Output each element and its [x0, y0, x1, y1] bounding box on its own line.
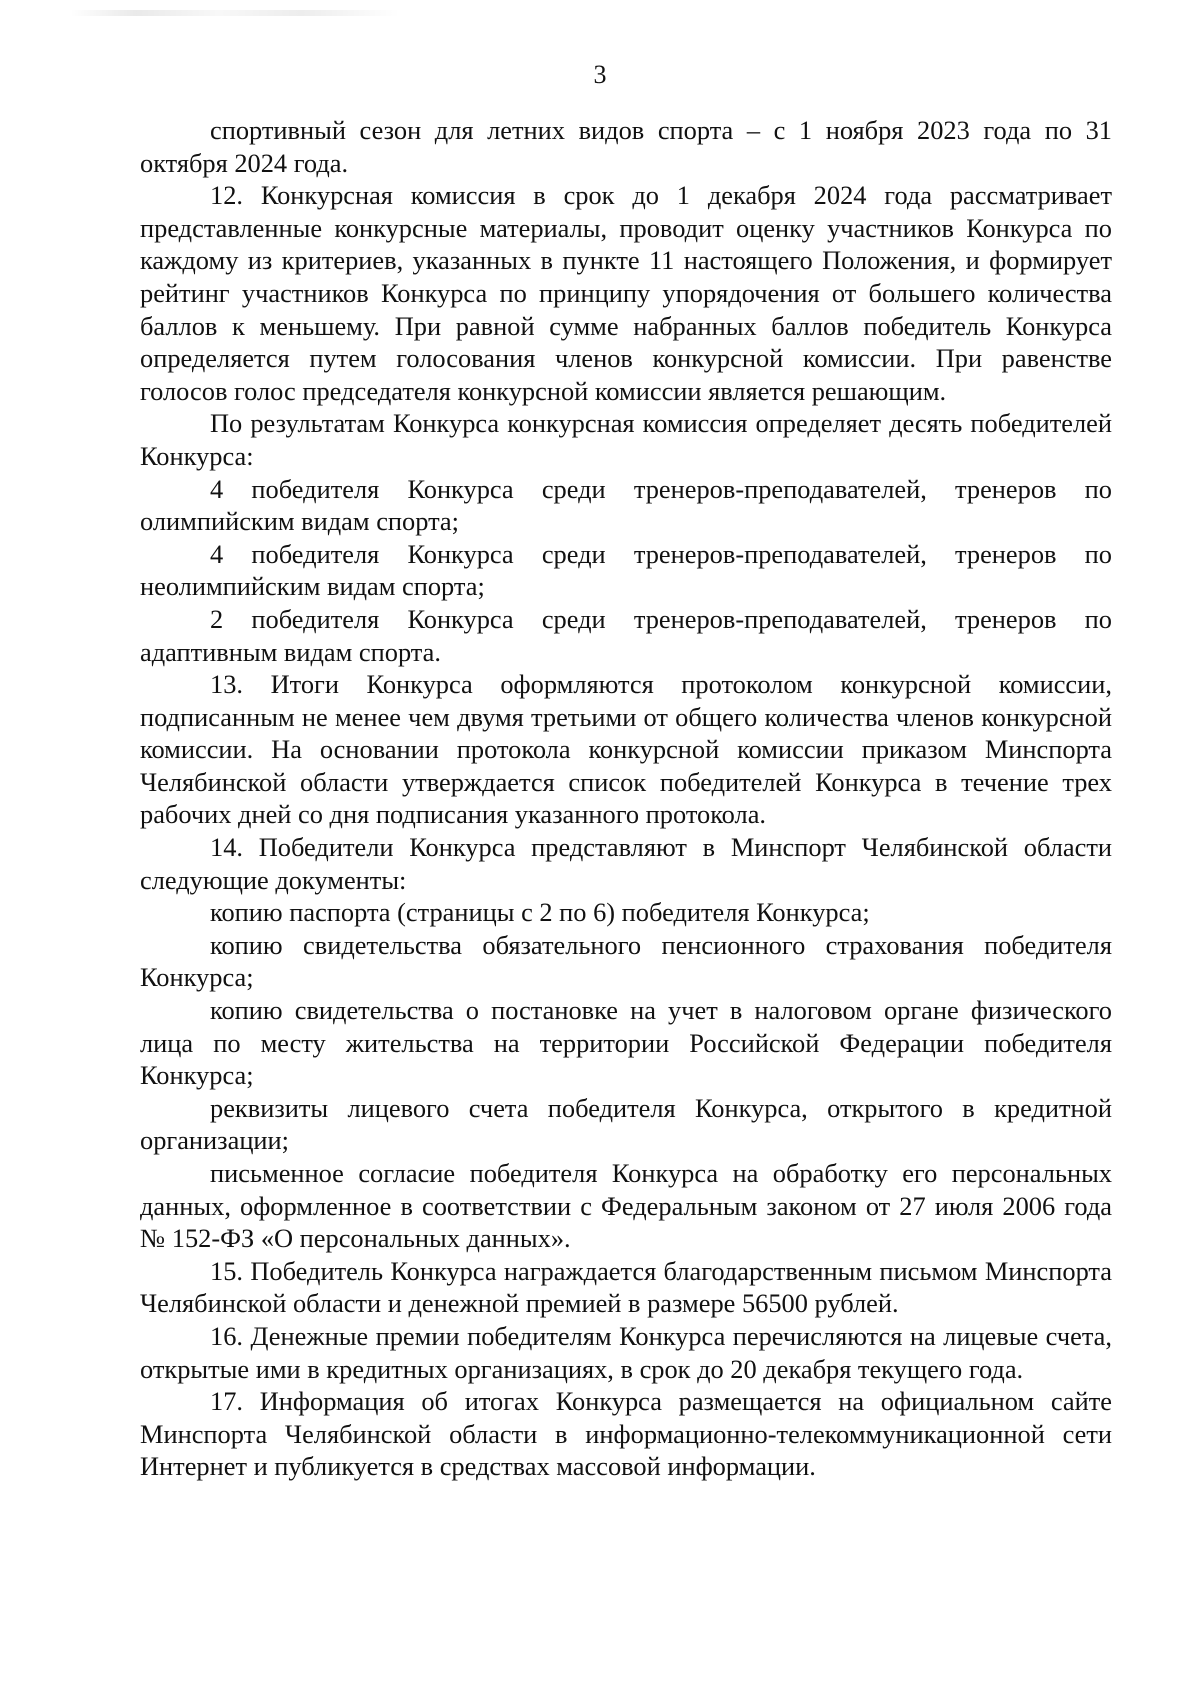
paragraph-16: 16. Денежные премии победителям Конкурса перечисляются на лицевые счета, открытые ими в кредитных организациях, в срок до 20 декабря текущего года. — [140, 1320, 1112, 1384]
page-number: 3 — [593, 60, 607, 89]
list-item-non-olympic: 4 победителя Конкурса среди тренеров-преподавателей, тренеров по неолимпийским видам спорта; — [140, 538, 1112, 602]
list-item-passport: копию паспорта (страницы с 2 по 6) победителя Конкурса; — [210, 897, 870, 928]
list-item-adaptive: 2 победителя Конкурса среди тренеров-преподавателей, тренеров по адаптивным видам спорта. — [140, 603, 1112, 667]
paragraph-results-intro: По результатам Конкурса конкурсная комиссия определяет десять победителей Конкурса: — [140, 408, 1112, 471]
paragraph-13: 13. Итоги Конкурса оформляются протоколом конкурсной комиссии, подписанным не менее чем двумя третьими от общего количества членов конкурсной комиссии. На основании протокола конкурсной комиссии приказом Минспорта Челябинской области утверждается список победителей Конкурса в течение трех рабочих дней со дня подписания указанного протокола. — [140, 669, 1112, 830]
scan-artifact — [70, 10, 400, 16]
list-item-consent: письменное согласие победителя Конкурса на обработку его персональных данных, оформленное в соответствии с Федеральным законом от 27 июля 2006 года № 152-ФЗ «О персональных данных». — [140, 1158, 1112, 1254]
list-item-tax: копию свидетельства о постановке на учет в налоговом органе физического лица по месту жительства на территории Российской Федерации победителя Конкурса; — [140, 995, 1112, 1091]
paragraph-15: 15. Победитель Конкурса награждается благодарственным письмом Минспорта Челябинской области и денежной премией в размере 56500 рублей. — [140, 1255, 1112, 1319]
document-body — [140, 114, 1112, 1483]
paragraph-14: 14. Победители Конкурса представляют в Минспорт Челябинской области следующие документы: — [140, 832, 1112, 895]
list-item-pension: копию свидетельства обязательного пенсионного страхования победителя Конкурса; — [140, 929, 1112, 993]
paragraph-12: 12. Конкурсная комиссия в срок до 1 декабря 2024 года рассматривает представленные конкурсные материалы, проводит оценку участников Конкурса по каждому из критериев, указанных в пункте 11 настоящего Положения, и формирует рейтинг участников Конкурса по принципу упорядочения от большего количества баллов к меньшему. При равной сумме набранных баллов победитель Конкурса определяется путем голосования членов конкурсной комиссии. При равенстве голосов голос председателя конкурсной комиссии является решающим. — [140, 180, 1112, 406]
paragraph-season-continuation: спортивный сезон для летних видов спорта – с 1 ноября 2023 года по 31 октября 2024 года. — [140, 115, 1112, 178]
list-item-olympic: 4 победителя Конкурса среди тренеров-преподавателей, тренеров по олимпийским видам спорта; — [140, 473, 1112, 537]
paragraph-17: 17. Информация об итогах Конкурса размещается на официальном сайте Минспорта Челябинской области в информационно-телекоммуникационной сети Интернет и публикуется в средствах массовой информации. — [140, 1386, 1112, 1482]
list-item-account: реквизиты лицевого счета победителя Конкурса, открытого в кредитной организации; — [140, 1092, 1112, 1156]
